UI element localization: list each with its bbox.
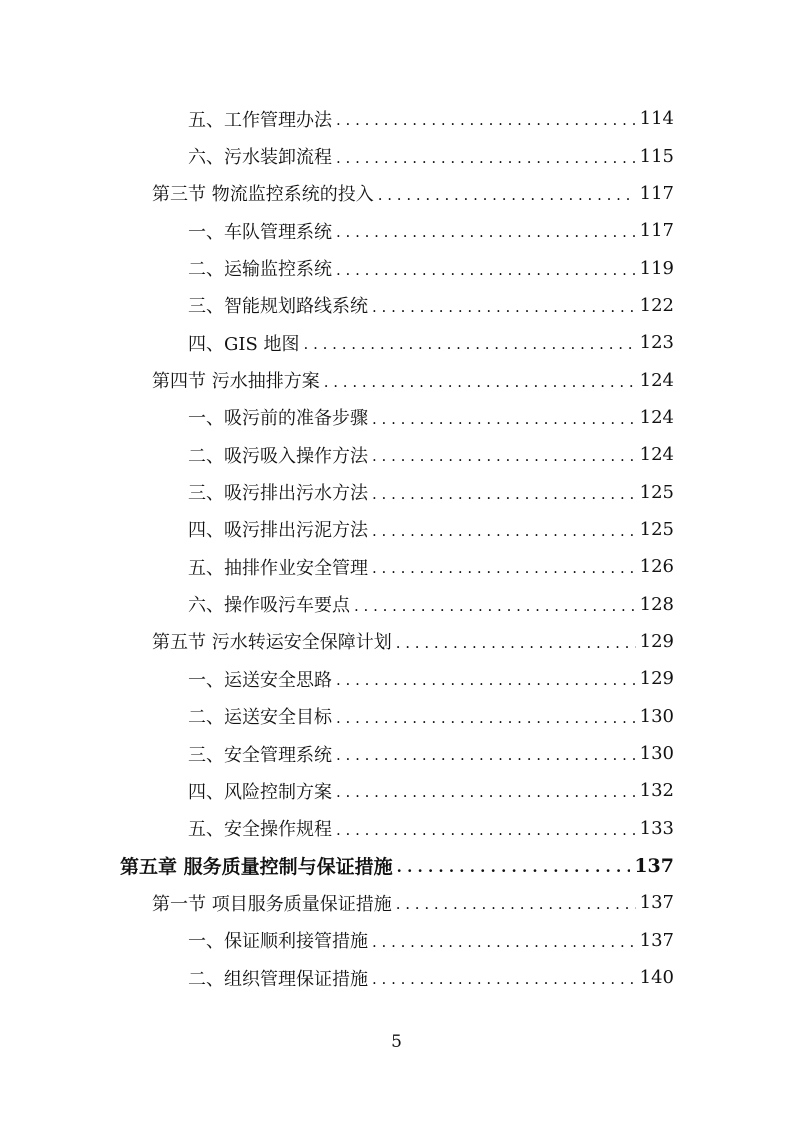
toc-item-entry[interactable]: [0, 473, 793, 510]
toc-dot-leader: [372, 483, 636, 502]
toc-entry-title: 第一节 项目服务质量保证措施: [152, 893, 392, 915]
toc-dot-leader: [336, 669, 636, 688]
page-number: 5: [391, 1032, 402, 1052]
toc-entry-page: 137: [634, 854, 674, 877]
toc-entry-page: 137: [639, 929, 674, 951]
toc-entry-title: 第三节 物流监控系统的投入: [152, 184, 374, 206]
toc-dot-leader: [336, 819, 636, 838]
toc-dot-leader: [354, 595, 636, 614]
toc-item-entry[interactable]: [0, 772, 793, 809]
toc-dot-leader: [336, 259, 636, 278]
toc-entry-title: 第五章 服务质量控制与保证措施: [120, 856, 393, 879]
toc-entry-page: 117: [639, 182, 674, 204]
toc-entry-title: 二、运输监控系统: [188, 259, 332, 281]
toc-dot-leader: [336, 109, 636, 128]
toc-item-entry[interactable]: [0, 249, 793, 286]
toc-dot-leader: [372, 931, 636, 950]
toc-entry-page: 129: [639, 630, 674, 652]
toc-entry-page: 129: [639, 668, 674, 690]
toc-item-entry[interactable]: [0, 100, 793, 137]
toc-item-entry[interactable]: [0, 660, 793, 697]
toc-entry-page: 124: [639, 444, 674, 466]
toc-entry-title: 三、安全管理系统: [188, 744, 332, 766]
toc-dot-leader: [336, 744, 636, 763]
toc-entry-page: 124: [639, 406, 674, 428]
toc-dot-leader: [397, 856, 631, 875]
toc-item-entry[interactable]: [0, 735, 793, 772]
toc-dot-leader: [304, 333, 636, 352]
toc-item-entry[interactable]: [0, 212, 793, 249]
toc-entry-page: 133: [639, 817, 674, 839]
toc-section-entry[interactable]: [0, 175, 793, 212]
toc-entry-page: 123: [639, 332, 674, 354]
toc-entry-title: 三、吸污排出污水方法: [188, 483, 368, 505]
toc-entry-page: 125: [639, 481, 674, 503]
toc-entry-title: 一、运送安全思路: [188, 669, 332, 691]
toc-dot-leader: [396, 893, 636, 912]
toc-item-entry[interactable]: [0, 137, 793, 174]
toc-section-entry[interactable]: [0, 623, 793, 660]
toc-item-entry[interactable]: [0, 548, 793, 585]
toc-entry-title: 二、运送安全目标: [188, 707, 332, 729]
toc-entry-page: 114: [639, 108, 674, 130]
table-of-contents: [0, 100, 793, 996]
toc-entry-page: 119: [639, 257, 674, 279]
toc-section-entry[interactable]: [0, 361, 793, 398]
toc-entry-title: 一、吸污前的准备步骤: [188, 408, 368, 430]
toc-item-entry[interactable]: [0, 511, 793, 548]
toc-entry-page: 132: [639, 780, 674, 802]
toc-item-entry[interactable]: [0, 585, 793, 622]
toc-dot-leader: [336, 707, 636, 726]
toc-chapter-entry[interactable]: [0, 847, 793, 884]
toc-entry-page: 128: [639, 593, 674, 615]
toc-entry-title: 五、安全操作规程: [188, 819, 332, 841]
toc-item-entry[interactable]: [0, 324, 793, 361]
toc-entry-title: 五、抽排作业安全管理: [188, 557, 368, 579]
toc-item-entry[interactable]: [0, 399, 793, 436]
toc-entry-title: 三、智能规划路线系统: [188, 296, 368, 318]
toc-entry-page: 125: [639, 518, 674, 540]
toc-item-entry[interactable]: [0, 287, 793, 324]
toc-dot-leader: [336, 221, 636, 240]
toc-entry-title: 第四节 污水抽排方案: [152, 371, 320, 393]
toc-entry-title: 二、组织管理保证措施: [188, 968, 368, 990]
toc-entry-page: 137: [639, 892, 674, 914]
toc-dot-leader: [336, 147, 636, 166]
toc-entry-title: 第五节 污水转运安全保障计划: [152, 632, 392, 654]
toc-entry-page: 117: [639, 220, 674, 242]
toc-entry-title: 六、污水装卸流程: [188, 147, 332, 169]
toc-dot-leader: [372, 445, 636, 464]
toc-dot-leader: [372, 296, 636, 315]
toc-entry-title: 一、保证顺利接管措施: [188, 931, 368, 953]
toc-item-entry[interactable]: [0, 698, 793, 735]
toc-entry-title: 一、车队管理系统: [188, 221, 332, 243]
toc-entry-page: 126: [639, 556, 674, 578]
toc-entry-title: 五、工作管理办法: [188, 109, 332, 131]
toc-entry-page: 130: [639, 705, 674, 727]
toc-dot-leader: [372, 968, 636, 987]
toc-dot-leader: [372, 520, 636, 539]
toc-dot-leader: [336, 781, 636, 800]
toc-entry-title: 六、操作吸污车要点: [188, 595, 350, 617]
toc-dot-leader: [378, 184, 636, 203]
toc-item-entry[interactable]: [0, 436, 793, 473]
toc-dot-leader: [396, 632, 636, 651]
toc-dot-leader: [324, 371, 636, 390]
toc-entry-page: 130: [639, 743, 674, 765]
toc-entry-page: 115: [639, 145, 674, 167]
toc-entry-title: 四、吸污排出污泥方法: [188, 520, 368, 542]
toc-entry-title: 四、GIS 地图: [188, 333, 300, 355]
toc-dot-leader: [372, 557, 636, 576]
toc-section-entry[interactable]: [0, 884, 793, 921]
toc-entry-page: 124: [639, 369, 674, 391]
toc-entry-page: 140: [639, 967, 674, 989]
toc-entry-title: 二、吸污吸入操作方法: [188, 445, 368, 467]
toc-entry-page: 122: [639, 294, 674, 316]
toc-entry-title: 四、风险控制方案: [188, 781, 332, 803]
toc-dot-leader: [372, 408, 636, 427]
toc-item-entry[interactable]: [0, 922, 793, 959]
toc-item-entry[interactable]: [0, 810, 793, 847]
toc-item-entry[interactable]: [0, 959, 793, 996]
